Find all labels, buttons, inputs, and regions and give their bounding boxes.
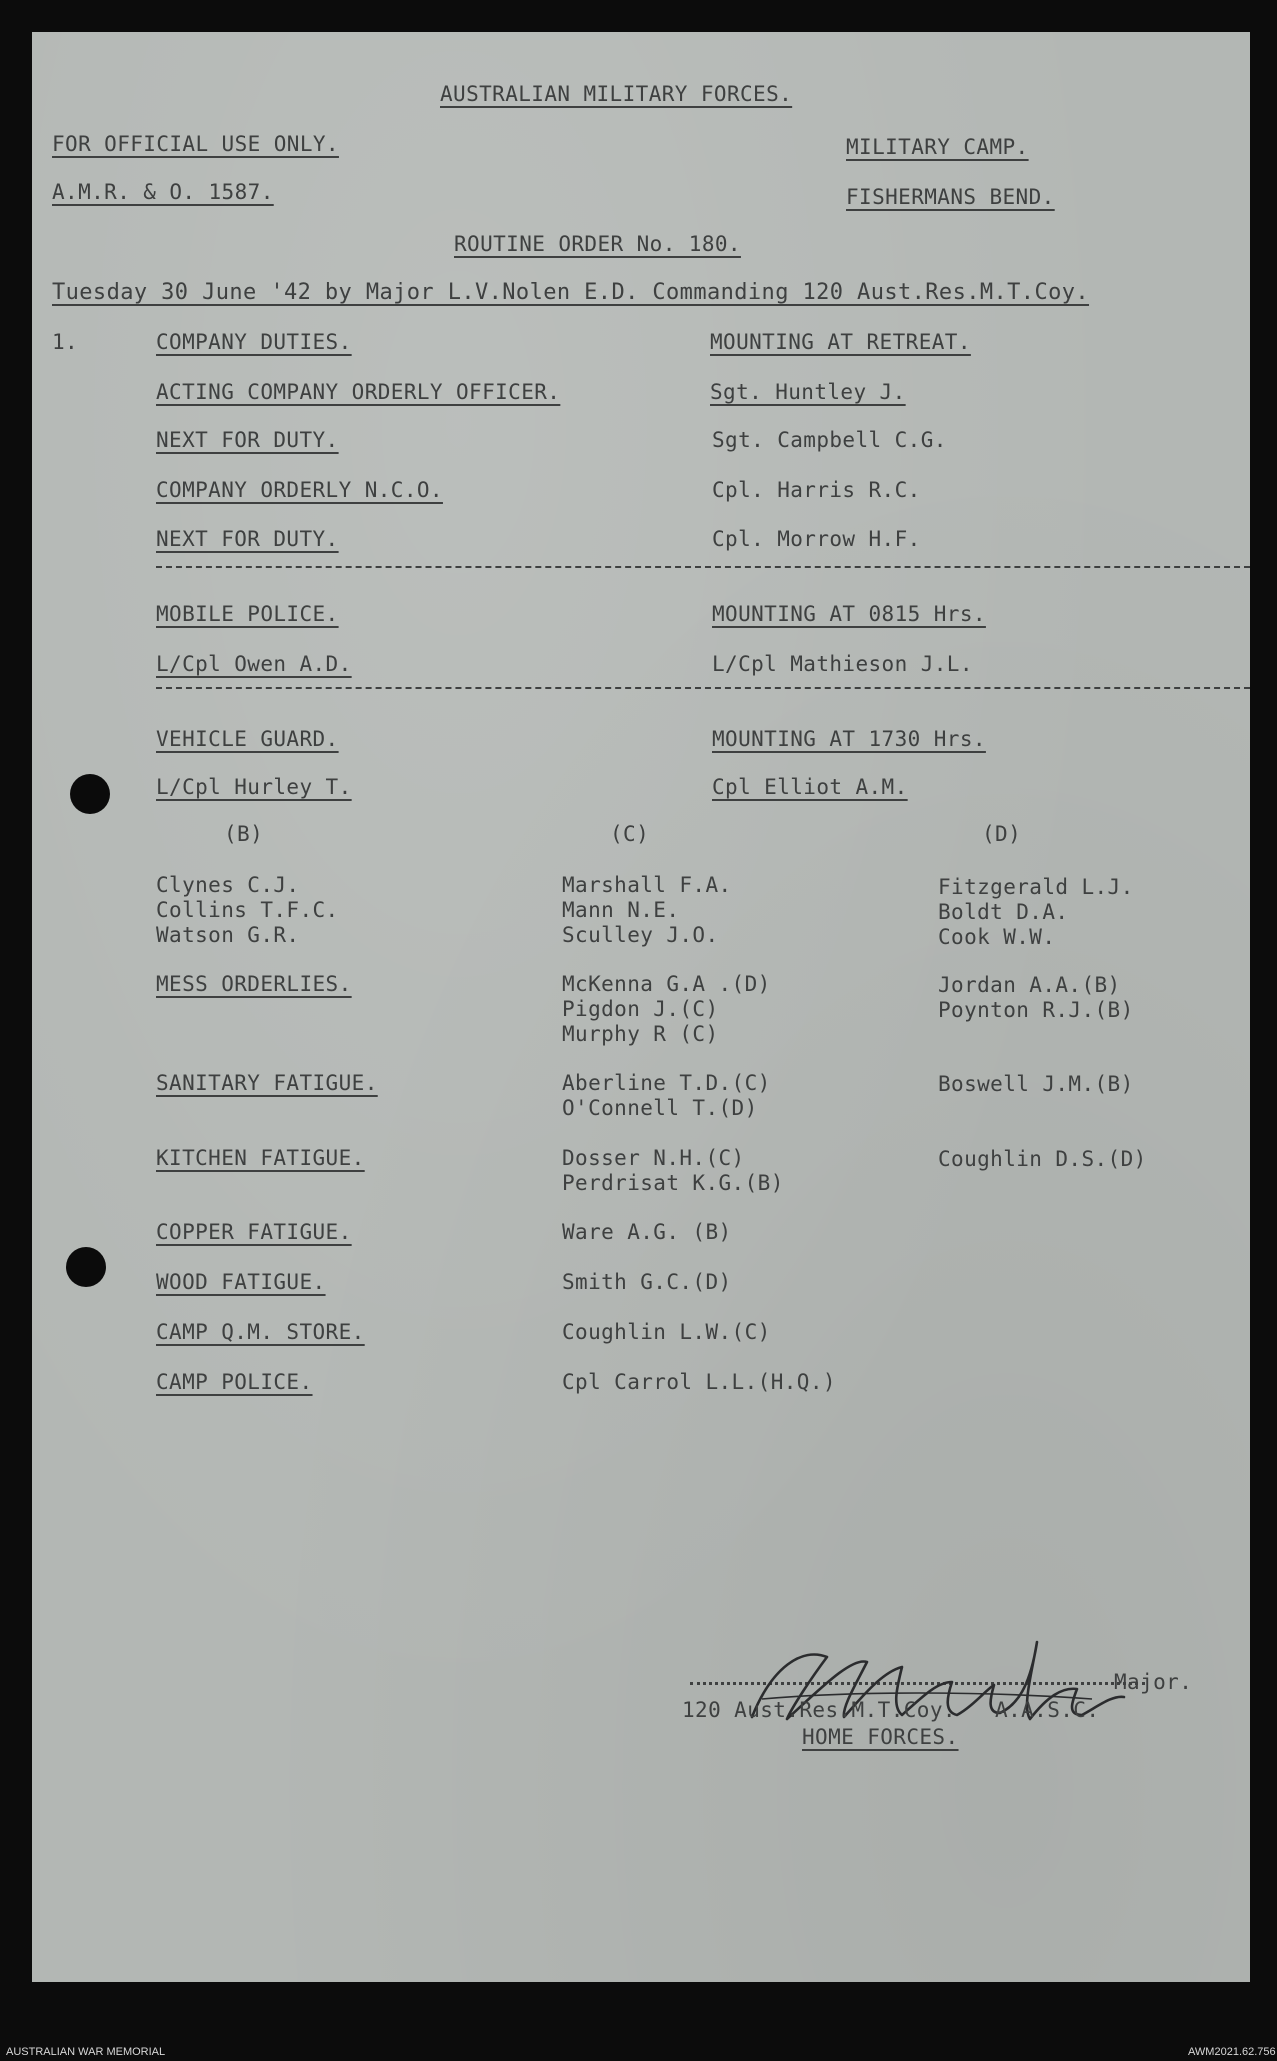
list-item: Poynton R.J.(B): [938, 998, 1134, 1022]
official-use-label: FOR OFFICIAL USE ONLY.: [52, 132, 339, 156]
list-item: Ware A.G. (B): [562, 1220, 732, 1244]
next-for-duty-name: Sgt. Campbell C.G.: [712, 428, 947, 452]
list-item: Collins T.F.C.: [156, 898, 339, 922]
column-c-heading: (C): [610, 822, 650, 846]
list-item: Perdrisat K.G.(B): [562, 1171, 784, 1195]
kitchen-fatigue-heading: KITCHEN FATIGUE.: [156, 1146, 365, 1170]
list-item: Clynes C.J.: [156, 873, 300, 897]
list-item: Boldt D.A.: [938, 900, 1069, 924]
list-item: Dosser N.H.(C): [562, 1146, 745, 1170]
wood-fatigue-heading: WOOD FATIGUE.: [156, 1270, 326, 1294]
mobile-police-heading: MOBILE POLICE.: [156, 602, 339, 626]
camp-location: FISHERMANS BEND.: [846, 185, 1055, 209]
section-divider: [156, 566, 1250, 568]
home-forces-label: HOME FORCES.: [802, 1725, 959, 1749]
amr-reference: A.M.R. & O. 1587.: [52, 180, 274, 204]
signatory-unit: 120 Aust.Res.M.T.Coy. A.A.S.C.: [682, 1698, 1100, 1722]
list-item: Watson G.R.: [156, 923, 300, 947]
orderly-nco-name: Cpl. Harris R.C.: [712, 478, 921, 502]
list-item: O'Connell T.(D): [562, 1096, 758, 1120]
camp-name: MILITARY CAMP.: [846, 135, 1029, 159]
item-number: 1.: [52, 330, 79, 354]
column-d-heading: (D): [982, 822, 1022, 846]
list-item: Aberline T.D.(C): [562, 1071, 771, 1095]
punch-hole: [70, 774, 110, 814]
list-item: Boswell J.M.(B): [938, 1072, 1134, 1096]
document-page: [32, 32, 1250, 1982]
list-item: Fitzgerald L.J.: [938, 875, 1134, 899]
mess-orderlies-heading: MESS ORDERLIES.: [156, 972, 352, 996]
list-item: McKenna G.A .(D): [562, 972, 771, 996]
punch-hole: [66, 1247, 106, 1287]
copper-fatigue-heading: COPPER FATIGUE.: [156, 1220, 352, 1244]
section-divider: [156, 687, 1250, 689]
list-item: Smith G.C.(D): [562, 1270, 732, 1294]
sanitary-fatigue-heading: SANITARY FATIGUE.: [156, 1071, 378, 1095]
list-item: Cpl Carrol L.L.(H.Q.): [562, 1370, 836, 1394]
mounting-1730-heading: MOUNTING AT 1730 Hrs.: [712, 727, 986, 751]
vehicle-guard-name: Cpl Elliot A.M.: [712, 775, 908, 799]
list-item: Sculley J.O.: [562, 923, 719, 947]
mounting-0815-heading: MOUNTING AT 0815 Hrs.: [712, 602, 986, 626]
order-title: ROUTINE ORDER No. 180.: [454, 232, 741, 256]
list-item: Murphy R (C): [562, 1022, 719, 1046]
list-item: Cook W.W.: [938, 925, 1056, 949]
signatory-rank: Major.: [1114, 1670, 1193, 1694]
acting-orderly-officer-label: ACTING COMPANY ORDERLY OFFICER.: [156, 380, 561, 404]
list-item: Mann N.E.: [562, 898, 680, 922]
camp-qm-store-heading: CAMP Q.M. STORE.: [156, 1320, 365, 1344]
list-item: Jordan A.A.(B): [938, 973, 1121, 997]
list-item: Coughlin L.W.(C): [562, 1320, 771, 1344]
document-heading: AUSTRALIAN MILITARY FORCES.: [440, 82, 793, 106]
list-item: Pigdon J.(C): [562, 997, 719, 1021]
company-duties-heading: COMPANY DUTIES.: [156, 330, 352, 354]
camp-police-heading: CAMP POLICE.: [156, 1370, 313, 1394]
column-b-heading: (B): [224, 822, 264, 846]
next-for-duty-label: NEXT FOR DUTY.: [156, 527, 339, 551]
list-item: Coughlin D.S.(D): [938, 1147, 1147, 1171]
archive-credit: AUSTRALIAN WAR MEMORIAL: [6, 2046, 166, 2058]
mobile-police-name: L/Cpl Mathieson J.L.: [712, 652, 973, 676]
mounting-retreat-heading: MOUNTING AT RETREAT.: [710, 330, 971, 354]
vehicle-guard-name: L/Cpl Hurley T.: [156, 775, 352, 799]
list-item: Marshall F.A.: [562, 873, 732, 897]
archive-reference: AWM2021.62.756: [1188, 2046, 1276, 2058]
acting-orderly-officer-name: Sgt. Huntley J.: [710, 380, 906, 404]
orderly-nco-label: COMPANY ORDERLY N.C.O.: [156, 478, 443, 502]
order-dateline: Tuesday 30 June '42 by Major L.V.Nolen E.D. Commanding 120 Aust.Res.M.T.Coy.: [52, 280, 1090, 305]
vehicle-guard-heading: VEHICLE GUARD.: [156, 727, 339, 751]
mobile-police-name: L/Cpl Owen A.D.: [156, 652, 352, 676]
next-for-duty-name: Cpl. Morrow H.F.: [712, 527, 921, 551]
next-for-duty-label: NEXT FOR DUTY.: [156, 428, 339, 452]
